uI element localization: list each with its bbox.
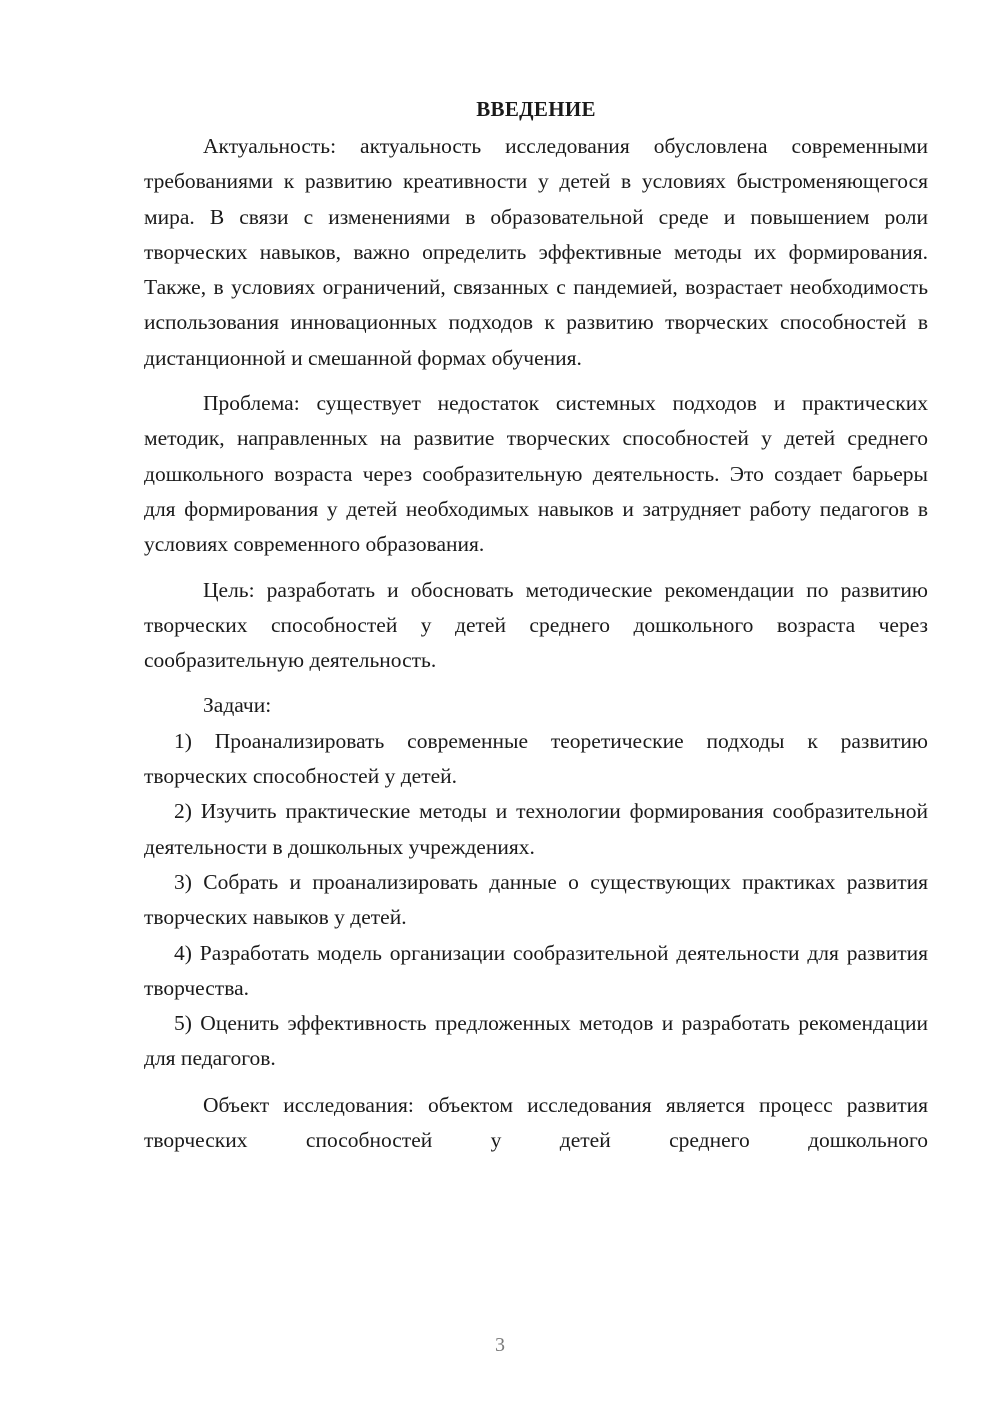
list-item: 1) Проанализировать современные теоретические подходы к развитию творческих способностей у детей.: [144, 728, 928, 789]
page-number: 3: [495, 1334, 505, 1356]
goal-paragraph: Цель: разработать и обосновать методические рекомендации по развитию творческих способностей у детей среднего дошкольного возраста через сообразительную деятельность.: [144, 577, 928, 673]
problem-paragraph: Проблема: существует недостаток системных подходов и практических методик, направленных на развитие творческих способностей у детей среднего дошкольного возраста через сообразительную деятельность. Это создает барьеры для формирования у детей необходимых навыков и затрудняет работу педагогов в условиях современного образования.: [144, 391, 928, 557]
object-paragraph: Объект исследования: объектом исследования является процесс развития творческих способностей у детей среднего дошкольного: [144, 1092, 928, 1153]
document-page: [144, 92, 928, 1158]
list-item: 3) Собрать и проанализировать данные о существующих практиках развития творческих навыков у детей.: [144, 869, 928, 930]
relevance-paragraph: Актуальность: актуальность исследования обусловлена современными требованиями к развитию креативности у детей в условиях быстроменяющегося мира. В связи с изменениями в образовательной среде и повышением роли творческих навыков, важно определить эффективные методы их формирования. Также, в условиях ограничений, связанных с пандемией, возрастает необходимость использования инновационных подходов к развитию творческих способностей в дистанционной и смешанной формах обучения.: [144, 134, 928, 370]
list-item: 4) Разработать модель организации сообразительной деятельности для развития творчества.: [144, 940, 928, 1000]
section-heading: ВВЕДЕНИЕ: [476, 97, 596, 121]
tasks-label: Задачи:: [203, 693, 272, 718]
list-item: 2) Изучить практические методы и технологии формирования сообразительной деятельности в дошкольных учреждениях.: [144, 799, 928, 859]
tasks-list: [144, 724, 928, 1077]
list-item: 5) Оценить эффективность предложенных методов и разработать рекомендации для педагогов.: [144, 1011, 928, 1071]
